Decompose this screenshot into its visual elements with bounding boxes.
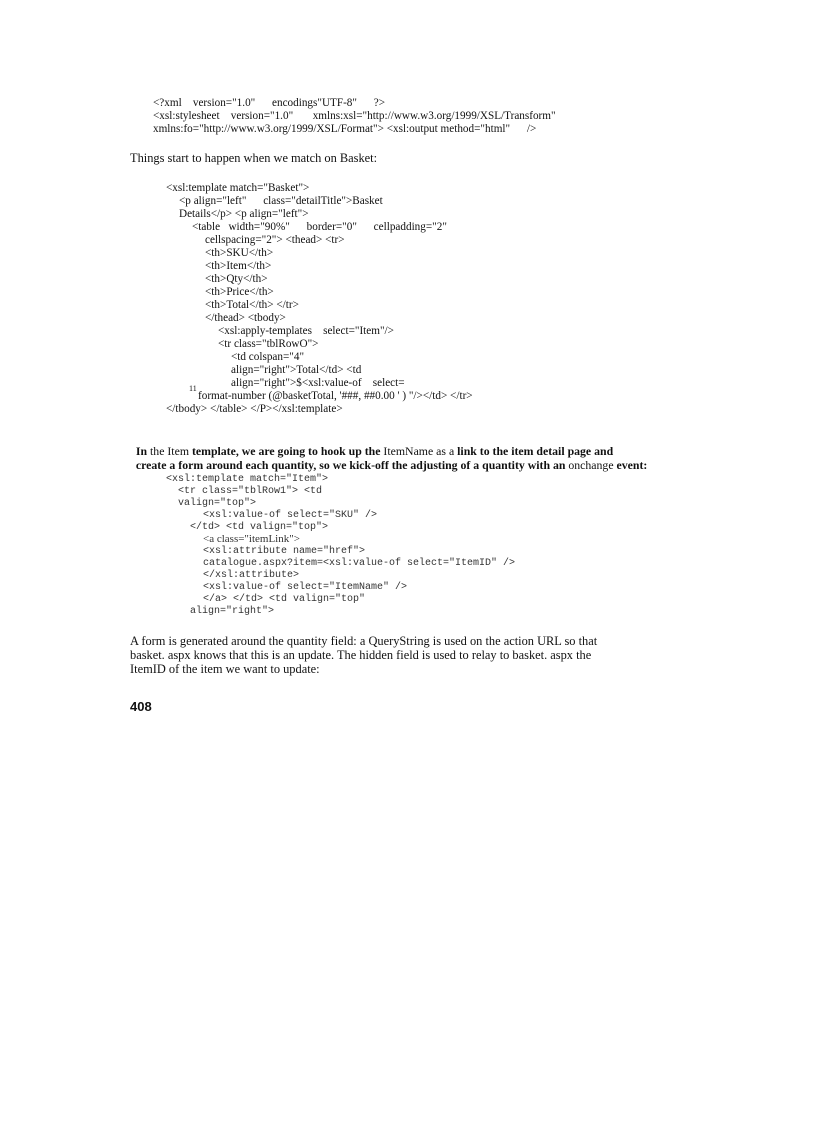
code-line: align="right">$<xsl:value-of select=: [231, 377, 405, 389]
code-line: <a class="itemLink">: [203, 533, 300, 545]
code-line: </a> </td> <td valign="top": [203, 594, 366, 605]
code-line: cellspacing="2"> <thead> <tr>: [205, 234, 345, 246]
code-line: <th>Price</th>: [205, 286, 274, 298]
xml-header-line-1: <?xml version="1.0" encodings"UTF-8" ?>: [153, 97, 386, 109]
code-line: <xsl:value-of select="SKU" />: [203, 510, 378, 521]
xml-header-line-3: xmlns:fo="http://www.w3.org/1999/XSL/Format"> <xsl:output method="html" />: [153, 123, 537, 135]
code-line: <table width="90%" border="0" cellpadding="2": [192, 221, 447, 233]
footnote-superscript: 11: [189, 384, 197, 393]
code-line: <xsl:apply-templates select="Item"/>: [218, 325, 394, 337]
xml-header-line-2: <xsl:stylesheet version="1.0" xmlns:xsl="http://www.w3.org/1999/XSL/Transform": [153, 110, 556, 122]
code-line: </tbody> </table> </P></xsl:template>: [166, 403, 343, 415]
code-line: <p align="left" class="detailTitle">Basket: [179, 195, 383, 207]
code-line: <tr class="tblRow1"> <td: [178, 486, 323, 497]
code-line: Details</p> <p align="left">: [179, 208, 309, 220]
form-paragraph-line-2: basket. aspx knows that this is an update. The hidden field is used to relay to basket. aspx the: [130, 648, 592, 662]
intro-paragraph: Things start to happen when we match on Basket:: [130, 151, 378, 165]
code-line: <th>Qty</th>: [205, 273, 268, 285]
form-paragraph-line-3: ItemID of the item we want to update:: [130, 662, 320, 676]
code-line: </xsl:attribute>: [203, 570, 300, 581]
code-line: <xsl:attribute name="href">: [203, 546, 366, 557]
text-run: create a form around each quantity, so we kick-off the adjusting of a quantity with an: [135, 458, 566, 472]
page-number: 408: [130, 699, 152, 714]
text-run: onchange: [565, 458, 617, 472]
code-line: <xsl:template match="Basket">: [166, 182, 310, 194]
code-line: <th>SKU</th>: [205, 247, 274, 259]
code-line: catalogue.aspx?item=<xsl:value-of select="ItemID" />: [203, 558, 516, 569]
code-line: <xsl:template match="Item">: [166, 474, 329, 485]
code-line: valign="top">: [178, 498, 257, 509]
text-run: template, we are going to hook up the: [191, 444, 381, 458]
text-run: ItemName as a: [380, 444, 458, 458]
code-line: </td> <td valign="top">: [190, 522, 329, 533]
code-line: <th>Item</th>: [205, 260, 272, 272]
item-paragraph-line-2: [130, 446, 647, 472]
text-run: event:: [616, 458, 648, 472]
code-line: align="right">: [190, 606, 275, 617]
code-line: <xsl:value-of select="ItemName" />: [203, 582, 408, 593]
code-line: <td colspan="4": [231, 351, 305, 363]
text-run: In: [135, 444, 148, 458]
form-paragraph-line-1: A form is generated around the quantity field: a QueryString is used on the action URL so that: [130, 634, 598, 648]
code-line: <th>Total</th> </tr>: [205, 299, 299, 311]
code-line: align="right">Total</td> <td: [231, 364, 362, 376]
code-line: </thead> <tbody>: [205, 312, 286, 324]
text-run: link to the item detail page and: [457, 444, 614, 458]
code-line: format-number (@basketTotal, '###, ##0.00 ' ) "/></td> </tr>: [198, 390, 473, 402]
code-line: <tr class="tblRowO">: [218, 338, 319, 350]
text-run: the Item: [147, 444, 192, 458]
